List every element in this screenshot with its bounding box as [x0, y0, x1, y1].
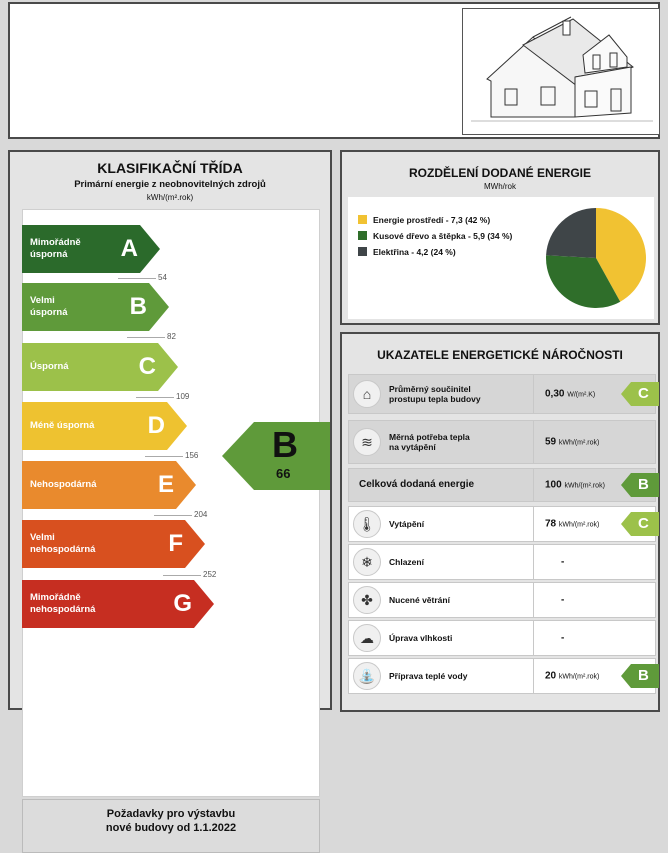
indicator-value — [545, 480, 605, 491]
class-label-line-2: nehospodárná — [30, 604, 96, 615]
class-label — [30, 361, 69, 373]
legend-item — [358, 215, 490, 225]
threshold-value: 204 — [194, 510, 208, 519]
indicator-class-badge — [621, 664, 659, 688]
indicator-value — [545, 519, 599, 530]
indicator-unit: W/(m².K) — [567, 391, 596, 399]
indicator-number: 20 — [545, 670, 557, 682]
column-divider — [533, 621, 534, 655]
class-label-line-1: Mimořádně — [30, 592, 81, 603]
class-label — [30, 237, 81, 261]
class-label-line-2: nehospodárná — [30, 544, 96, 555]
badge-letter: B — [638, 476, 649, 493]
indicator-label-line-1: Celková dodaná energie — [359, 479, 475, 490]
class-label — [30, 295, 67, 319]
house-icon: ⌂ — [353, 380, 381, 408]
current-class-letter: B — [272, 424, 298, 465]
indicator-label — [389, 557, 424, 567]
house-illustration — [462, 8, 660, 135]
threshold-line — [163, 575, 201, 576]
indicator-label-line-1: Chlazení — [389, 557, 424, 567]
indicator-value — [561, 557, 564, 568]
class-label-line-1: Úsporná — [30, 361, 69, 372]
badge-letter: B — [638, 667, 649, 684]
indicator-number: - — [561, 632, 565, 644]
indicator-label-line-1: Vytápění — [389, 519, 425, 529]
threshold-line — [136, 397, 174, 398]
class-arrow-b — [22, 283, 169, 331]
column-divider — [533, 545, 534, 579]
column-divider — [533, 421, 534, 463]
pie-slice-3 — [546, 208, 596, 258]
requirements-box — [22, 799, 320, 853]
indicator-value — [545, 671, 599, 682]
indicator-row — [348, 582, 656, 618]
class-label — [30, 420, 94, 432]
classification-panel — [8, 150, 332, 834]
class-letter: E — [157, 471, 174, 498]
class-letter: B — [129, 293, 147, 320]
current-class-value: 66 — [276, 466, 291, 481]
threshold-line — [118, 278, 156, 279]
indicator-value — [561, 595, 564, 606]
thermometer-plus-icon: 🌡 — [353, 510, 381, 538]
indicator-label — [359, 480, 474, 490]
badge-letter: C — [638, 385, 649, 402]
indicator-row — [348, 506, 656, 542]
indicators-title: UKAZATELE ENERGETICKÉ NÁROČNOSTI — [377, 348, 623, 362]
water-tap-icon: ⛲ — [353, 662, 381, 690]
class-label-line-1: Méně úsporná — [30, 420, 95, 431]
classification-title: KLASIFIKAČNÍ TŘÍDA — [97, 160, 243, 176]
legend-item — [358, 231, 512, 241]
class-label — [30, 479, 97, 491]
indicator-label-line-2: prostupu tepla budovy — [389, 394, 481, 404]
threshold-line — [145, 456, 183, 457]
indicator-unit: kWh/(m².rok) — [558, 439, 600, 447]
classification-subtitle: Primární energie z neobnovitelných zdrojů — [74, 179, 266, 190]
class-letter: D — [147, 412, 165, 439]
requirements-line-2: nové budovy od 1.1.2022 — [105, 822, 237, 834]
threshold-value: 156 — [185, 451, 199, 460]
indicator-row — [348, 658, 656, 694]
class-label — [30, 532, 95, 556]
column-divider — [533, 507, 534, 541]
indicator-number: 78 — [545, 518, 557, 530]
indicator-value — [545, 389, 595, 400]
indicator-class-badge — [621, 382, 659, 406]
energy-split-unit: MWh/rok — [484, 182, 516, 191]
badge-letter: C — [638, 515, 649, 532]
indicator-label — [389, 633, 452, 643]
indicator-value — [561, 633, 564, 644]
indicator-class-badge — [621, 512, 659, 536]
header-panel — [8, 2, 660, 139]
class-letter: G — [173, 590, 192, 617]
class-label-line-1: Nehospodárná — [30, 479, 97, 490]
legend-label: Elektřina - 4,2 (24 %) — [373, 247, 456, 257]
energy-split-title: ROZDĚLENÍ DODANÉ ENERGIE — [408, 166, 591, 180]
fan-icon: ✤ — [353, 586, 381, 614]
indicator-unit: kWh/(m².rok) — [558, 521, 600, 529]
thermometer-minus-icon: ❄ — [353, 548, 381, 576]
class-label-line-1: Velmi — [30, 532, 55, 543]
indicator-row — [348, 468, 656, 502]
indicator-row — [348, 544, 656, 580]
legend-swatch — [358, 215, 367, 224]
energy-split-chart — [348, 197, 654, 319]
threshold-value: 82 — [167, 332, 176, 341]
class-label — [30, 592, 95, 616]
humidity-icon: ☁ — [353, 624, 381, 652]
class-label-line-2: úsporná — [30, 249, 68, 260]
indicator-row — [348, 420, 656, 464]
legend-label: Energie prostředí - 7,3 (42 %) — [373, 215, 491, 225]
class-arrow-e — [22, 461, 196, 509]
indicator-number: 0,30 — [545, 388, 565, 400]
indicator-label-line-1: Nucené větrání — [389, 595, 450, 605]
indicator-label-line-2: na vytápění — [389, 442, 436, 452]
legend-swatch — [358, 247, 367, 256]
legend-swatch — [358, 231, 367, 240]
indicator-label — [389, 595, 450, 605]
indicator-label-line-1: Průměrný součinitel — [389, 384, 471, 394]
energy-split-panel — [340, 150, 660, 325]
current-class-indicator — [222, 422, 330, 490]
class-letter: A — [120, 235, 138, 262]
class-letter: C — [138, 353, 156, 380]
indicators-panel — [340, 332, 660, 712]
threshold-line — [127, 337, 165, 338]
legend-item — [358, 247, 456, 257]
indicator-number: - — [561, 556, 565, 568]
indicator-label — [389, 384, 481, 404]
column-divider — [533, 659, 534, 693]
threshold-value: 252 — [203, 570, 217, 579]
legend-label: Kusové dřevo a štěpka - 5,9 (34 %) — [373, 231, 513, 241]
indicator-label-line-1: Měrná potřeba tepla — [389, 432, 470, 442]
indicator-value — [545, 437, 599, 448]
class-label-line-1: Velmi — [30, 295, 55, 306]
classification-unit: kWh/(m².rok) — [146, 193, 194, 202]
indicator-number: 59 — [545, 436, 557, 448]
house-icon — [463, 9, 659, 134]
pie-chart — [541, 203, 651, 313]
column-divider — [533, 469, 534, 501]
heat-waves-icon: ≋ — [353, 428, 381, 456]
class-label-line-1: Mimořádně — [30, 237, 81, 248]
column-divider — [533, 375, 534, 413]
column-divider — [533, 583, 534, 617]
indicator-label-line-1: Příprava teplé vody — [389, 671, 468, 681]
indicator-row — [348, 374, 656, 414]
indicator-class-badge — [621, 473, 659, 497]
indicator-unit: kWh/(m².rok) — [558, 673, 600, 681]
indicator-row — [348, 620, 656, 656]
indicator-label — [389, 671, 467, 681]
class-label-line-2: úsporná — [30, 307, 68, 318]
threshold-value: 54 — [158, 273, 167, 282]
indicator-number: 100 — [545, 479, 562, 491]
indicator-label — [389, 432, 470, 452]
class-arrow-c — [22, 343, 178, 391]
threshold-value: 109 — [176, 392, 190, 401]
indicator-label — [389, 519, 424, 529]
class-arrow-g — [22, 580, 214, 628]
requirements-line-1: Požadavky pro výstavbu — [106, 808, 236, 820]
indicator-number: - — [561, 594, 565, 606]
indicator-label-line-1: Úprava vlhkosti — [389, 633, 453, 643]
threshold-line — [154, 515, 192, 516]
indicator-unit: kWh/(m².rok) — [564, 482, 605, 490]
class-arrow-f — [22, 520, 205, 568]
class-arrow-a — [22, 225, 160, 273]
class-arrow-d — [22, 402, 187, 450]
class-letter: F — [168, 530, 183, 557]
